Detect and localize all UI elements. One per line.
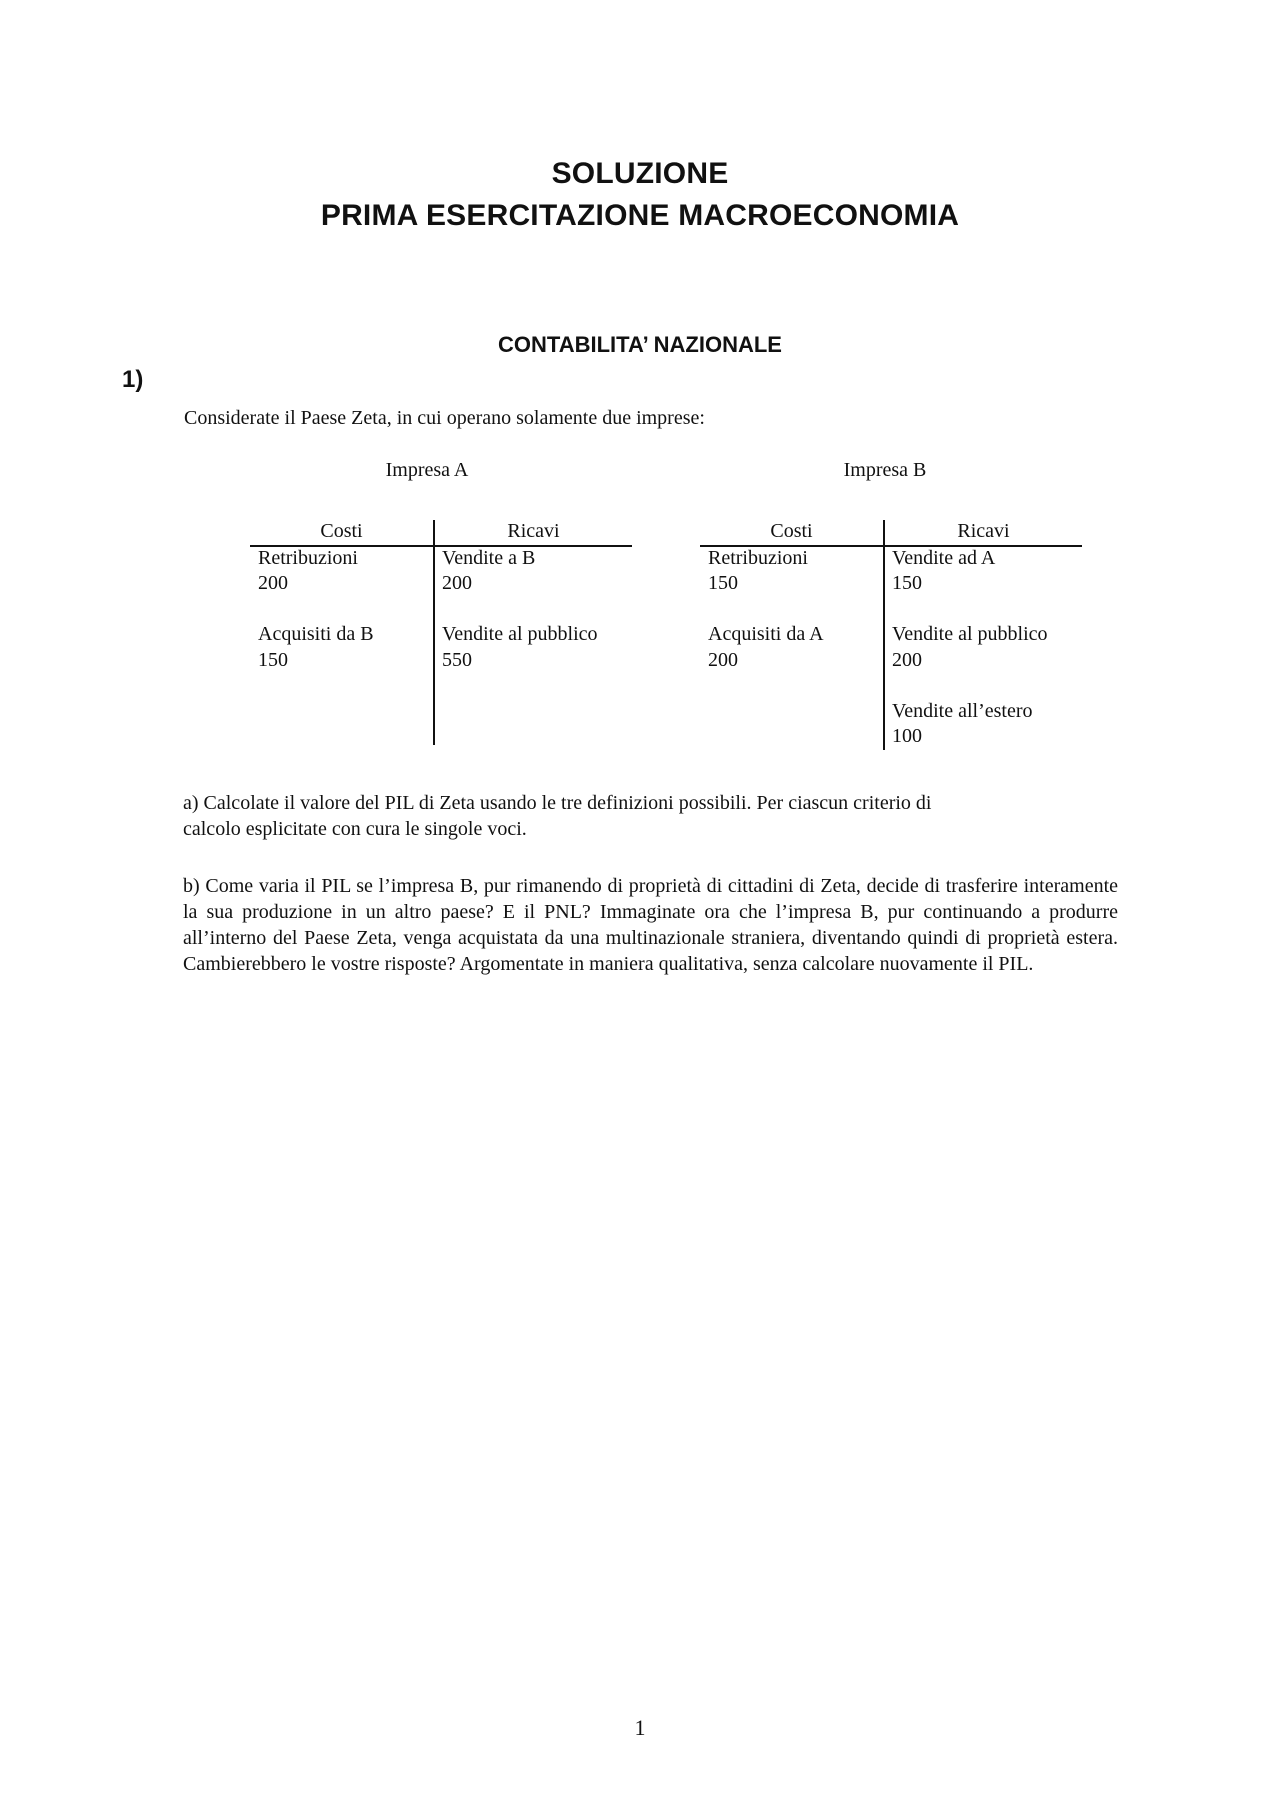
ledger-cost-value: 200 — [708, 649, 738, 671]
page-number: 1 — [634, 1715, 646, 1740]
ledger-revenue-label: Vendite all’estero — [892, 700, 1033, 722]
ledger-revenue-label: Vendite a B — [442, 547, 536, 569]
ledger-cost-value: 150 — [258, 649, 288, 671]
ledger-revenue-value: 200 — [892, 649, 922, 671]
company-b-title: Impresa B — [843, 459, 927, 481]
ledger-cost-label: Acquisiti da A — [708, 623, 824, 645]
ledger-revenue-header: Ricavi — [507, 520, 560, 542]
question-intro: Considerate il Paese Zeta, in cui operano solamente due imprese: — [184, 407, 705, 429]
ledger-cost-value: 150 — [708, 572, 738, 594]
ledger-revenue-label: Vendite al pubblico — [442, 623, 598, 645]
ledger-cost-label: Acquisiti da B — [258, 623, 374, 645]
ledger-cost-label: Retribuzioni — [258, 547, 358, 569]
ledger-revenue-value: 200 — [442, 572, 472, 594]
ledger-cost-label: Retribuzioni — [708, 547, 808, 569]
company-a-title: Impresa A — [385, 459, 469, 481]
document-title-line-1: SOLUZIONE — [551, 157, 729, 190]
question-number: 1) — [122, 366, 144, 393]
document-title-line-2: PRIMA ESERCITAZIONE MACROECONOMIA — [320, 199, 960, 232]
ledger-revenue-value: 150 — [892, 572, 922, 594]
question-part-a-line-2: calcolo esplicitate con cura le singole voci. — [183, 818, 527, 840]
ledger-revenue-header: Ricavi — [957, 520, 1010, 542]
ledger-revenue-value: 550 — [442, 649, 472, 671]
ledger-vertical-rule — [433, 520, 435, 745]
ledger-vertical-rule — [883, 520, 885, 750]
ledger-revenue-label: Vendite al pubblico — [892, 623, 1048, 645]
ledger-revenue-value: 100 — [892, 725, 922, 747]
question-part-a — [183, 790, 1118, 842]
section-title: CONTABILITA’ NAZIONALE — [498, 332, 782, 357]
ledger-revenue-label: Vendite ad A — [892, 547, 996, 569]
question-part-a-line-1: a) Calcolate il valore del PIL di Zeta usando le tre definizioni possibili. Per ciascun criterio di — [183, 792, 932, 814]
ledger-costs-header: Costi — [320, 520, 363, 542]
question-part-b: b) Come varia il PIL se l’impresa B, pur rimanendo di proprietà di cittadini di Zeta, decide di trasferire interamente la sua produzione in un altro paese? E il PNL? Immaginate ora che l’impresa B, pur continuando a produrre all’interno del Paese Zeta, venga acquistata da una multinazionale straniera, diventando quindi di proprietà estera. Cambierebbero le vostre risposte? Argomentate in maniera qualitativa, senza calcolare nuovamente il PIL. — [183, 875, 1118, 975]
ledger-costs-header: Costi — [770, 520, 813, 542]
ledger-cost-value: 200 — [258, 572, 288, 594]
